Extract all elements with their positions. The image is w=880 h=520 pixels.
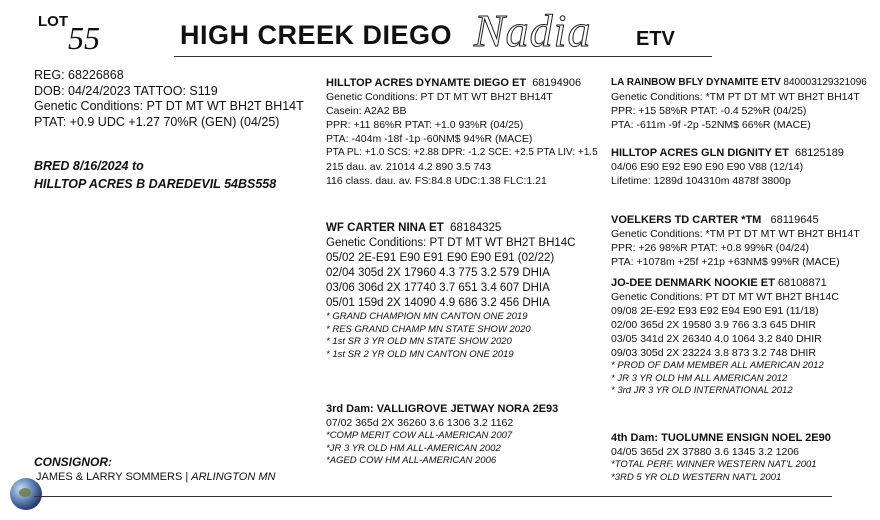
third-dam-name: 3rd Dam: VALLIGROVE JETWAY NORA 2E93 bbox=[326, 403, 559, 415]
sire-sire-block bbox=[611, 76, 873, 132]
fourth-dam-line: 04/05 365d 2X 37880 3.6 1345 3.2 1206 bbox=[611, 446, 800, 458]
sire-dam-line: Lifetime: 1289d 104310m 4878f 3800p bbox=[611, 175, 791, 187]
consignor-info bbox=[36, 471, 275, 483]
sire-line: 116 class. dau. av. FS:84.8 UDC:1.38 FLC:1.21 bbox=[326, 175, 547, 187]
sire-line: Genetic Conditions: PT DT MT WT BH2T BH14T bbox=[326, 91, 553, 103]
dam-sire-reg: 68119645 bbox=[770, 214, 819, 226]
consignor-label: CONSIGNOR: bbox=[34, 455, 112, 469]
dam-award: * GRAND CHAMPION MN CANTON ONE 2019 bbox=[326, 311, 528, 322]
dam-line: 05/02 2E-E91 E90 E91 E90 E90 E91 (02/22) bbox=[326, 252, 555, 264]
dam-dam-name-line bbox=[611, 276, 873, 290]
sire-sire-line: Genetic Conditions: *TM PT DT MT WT BH2T BH14T bbox=[611, 91, 860, 103]
fourth-dam-award: *TOTAL PERF. WINNER WESTERN NAT'L 2001 bbox=[611, 459, 817, 470]
bred-to-sire: HILLTOP ACRES B DAREDEVIL 54BS558 bbox=[34, 177, 277, 191]
sire-line: 215 dau. av. 21014 4.2 890 3.5 743 bbox=[326, 161, 492, 173]
sire-line: PPR: +11 86%R PTAT: +1.0 93%R (04/25) bbox=[326, 119, 524, 131]
dam-dam-award: * JR 3 YR OLD HM ALL AMERICAN 2012 bbox=[611, 372, 788, 384]
sire-dam-name: HILLTOP ACRES GLN DIGNITY ET bbox=[611, 147, 789, 159]
farm-script-name: Nadia bbox=[474, 5, 592, 56]
animal-info bbox=[34, 68, 304, 130]
dam-award: * RES GRAND CHAMP MN STATE SHOW 2020 bbox=[326, 323, 531, 335]
dam-name: WF CARTER NINA ET bbox=[326, 222, 444, 234]
dam-sire-line: PTA: +1078m +25f +21p +63NM$ 99%R (MACE) bbox=[611, 256, 840, 268]
dam-dam-line: 03/05 341d 2X 26340 4.0 1064 3.2 840 DHIR bbox=[611, 333, 822, 345]
sire-name-line bbox=[326, 76, 606, 90]
globe-icon bbox=[10, 478, 42, 510]
sire-sire-line: PPR: +15 58%R PTAT: -0.4 52%R (04/25) bbox=[611, 105, 807, 117]
sire-sire-reg: 840003129321096 bbox=[783, 77, 867, 88]
dam-line: 05/01 159d 2X 14090 4.9 686 3.2 456 DHIA bbox=[326, 297, 550, 309]
third-dam-award: *JR 3 YR OLD HM ALL-AMERICAN 2002 bbox=[326, 442, 501, 454]
animal-title: HIGH CREEK DIEGO bbox=[180, 20, 453, 50]
dob-line: DOB: 04/24/2023 TATTOO: S119 bbox=[34, 83, 218, 98]
third-dam-line: 07/02 365d 2X 36260 3.6 1306 3.2 1162 bbox=[326, 417, 514, 429]
consignor-location: ARLINGTON MN bbox=[191, 471, 276, 483]
sire-line: Casein: A2A2 BB bbox=[326, 105, 407, 117]
sire-dam-name-line bbox=[611, 146, 873, 160]
consignor-name: JAMES & LARRY SOMMERS | bbox=[36, 471, 189, 483]
genetic-line: Genetic Conditions: PT DT MT WT BH2T BH14T bbox=[34, 99, 304, 113]
sire-sire-line: PTA: -611m -9f -2p -52NM$ 66%R (MACE) bbox=[611, 119, 811, 131]
dam-dam-line: Genetic Conditions: PT DT MT WT BH2T BH14C bbox=[611, 291, 839, 303]
sire-line: PTA PL: +1.0 SCS: +2.88 DPR: -1.2 SCE: +2.5 PTA LIV: +1.5 bbox=[326, 147, 598, 158]
dam-sire-block bbox=[611, 213, 873, 269]
title-divider bbox=[174, 56, 712, 57]
reg-line: REG: 68226868 bbox=[34, 68, 124, 82]
fourth-dam-name: 4th Dam: TUOLUMNE ENSIGN NOEL 2E90 bbox=[611, 432, 831, 444]
dam-dam-award: * 3rd JR 3 YR OLD INTERNATIONAL 2012 bbox=[611, 385, 793, 396]
sire-dam-block bbox=[611, 146, 873, 188]
title-suffix: ETV bbox=[636, 28, 675, 50]
dam-block bbox=[326, 221, 606, 361]
dam-sire-name-line bbox=[611, 213, 873, 227]
dam-dam-line: 09/03 305d 2X 23224 3.8 873 3.2 748 DHIR bbox=[611, 347, 816, 359]
third-dam-award: *COMP MERIT COW ALL-AMERICAN 2007 bbox=[326, 430, 513, 441]
third-dam-award: *AGED COW HM ALL-AMERICAN 2006 bbox=[326, 455, 497, 466]
fourth-dam-block bbox=[611, 431, 873, 484]
dam-dam-award: * PROD OF DAM MEMBER ALL AMERICAN 2012 bbox=[611, 360, 824, 371]
dam-dam-name: JO-DEE DENMARK NOOKIE ET bbox=[611, 277, 775, 289]
dam-sire-line: PPR: +26 98%R PTAT: +0.8 99%R (04/24) bbox=[611, 242, 810, 254]
bred-date: BRED 8/16/2024 to bbox=[34, 159, 144, 173]
dam-line: 03/06 306d 2X 17740 3.7 651 3.4 607 DHIA bbox=[326, 282, 550, 294]
dam-sire-name: VOELKERS TD CARTER *TM bbox=[611, 214, 762, 226]
sire-line: PTA: -404m -18f -1p -60NM$ 94%R (MACE) bbox=[326, 133, 533, 145]
sire-reg: 68194906 bbox=[532, 77, 582, 89]
dam-dam-reg: 68108871 bbox=[777, 277, 827, 289]
bottom-divider bbox=[34, 496, 832, 497]
dam-dam-line: 09/08 2E-E92 E93 E92 E94 E90 E91 (11/18) bbox=[611, 305, 819, 317]
lot-number: 55 bbox=[68, 20, 100, 56]
sire-sire-name: LA RAINBOW BFLY DYNAMITE ETV bbox=[611, 77, 781, 88]
dam-line: Genetic Conditions: PT DT MT WT BH2T BH14C bbox=[326, 237, 576, 249]
dam-reg: 68184325 bbox=[450, 222, 502, 234]
sire-block bbox=[326, 76, 606, 188]
dam-sire-line: Genetic Conditions: *TM PT DT MT WT BH2T BH14T bbox=[611, 228, 860, 240]
dam-award: * 1st SR 2 YR OLD MN CANTON ONE 2019 bbox=[326, 348, 514, 360]
sire-sire-name-line bbox=[611, 76, 873, 90]
bred-info bbox=[34, 157, 276, 193]
dam-dam-line: 02/00 365d 2X 19580 3.9 766 3.3 645 DHIR bbox=[611, 319, 816, 331]
ptat-line: PTAT: +0.9 UDC +1.27 70%R (GEN) (04/25) bbox=[34, 114, 280, 129]
sire-dam-line: 04/06 E90 E92 E90 E90 E90 V88 (12/14) bbox=[611, 161, 804, 173]
sire-dam-reg: 68125189 bbox=[794, 147, 844, 159]
fourth-dam-award: *3RD 5 YR OLD WESTERN NAT'L 2001 bbox=[611, 471, 782, 483]
dam-name-line bbox=[326, 221, 606, 236]
dam-award: * 1st SR 3 YR OLD MN STATE SHOW 2020 bbox=[326, 336, 512, 347]
third-dam-block bbox=[326, 402, 596, 468]
dam-line: 02/04 305d 2X 17960 4.3 775 3.2 579 DHIA bbox=[326, 267, 550, 279]
lot-label: LOT bbox=[38, 13, 68, 30]
sire-name: HILLTOP ACRES DYNAMTE DIEGO ET bbox=[326, 77, 527, 89]
dam-dam-block bbox=[611, 276, 873, 398]
